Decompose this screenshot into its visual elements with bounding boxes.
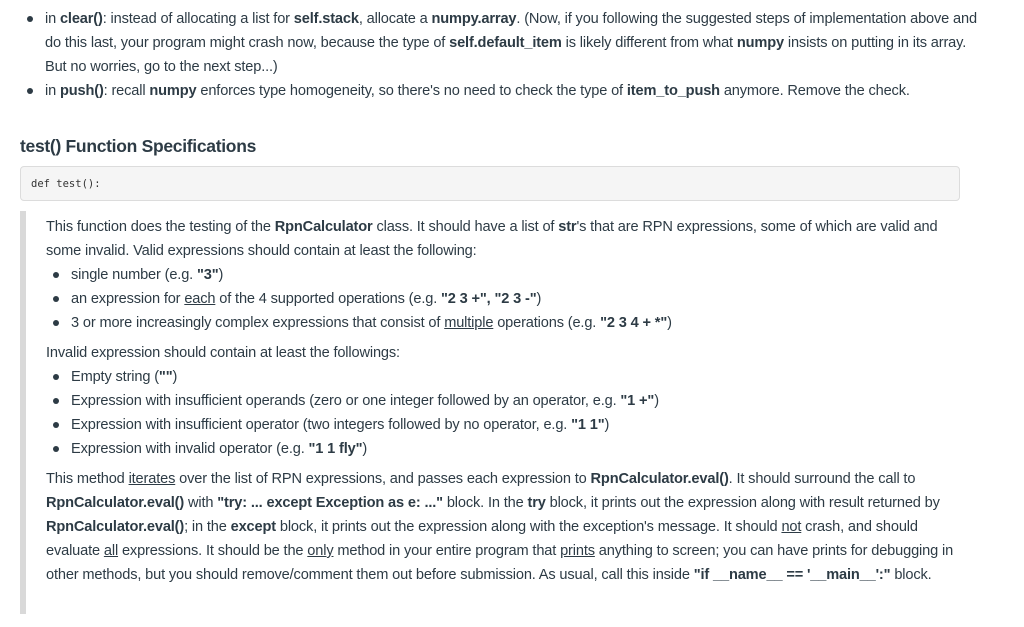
example: "1 1" — [571, 417, 605, 433]
text: Expression with insufficient operator (two integers followed by no operator, e.g. — [71, 417, 572, 433]
emphasis: all — [103, 543, 119, 559]
code-term: "try: ... except Exception as e: ..." — [217, 495, 443, 511]
text: class. It should have a list of — [372, 219, 559, 235]
text: ) — [362, 441, 368, 457]
text: ) — [654, 393, 659, 409]
list-item — [71, 287, 971, 311]
text: is likely different from what — [561, 35, 737, 51]
valid-expressions-list — [71, 263, 971, 335]
list-item — [71, 389, 971, 413]
example: "2 3 4 + *" — [600, 315, 668, 331]
text: expressions. It should be the — [118, 543, 308, 559]
code-term: self.stack — [293, 11, 359, 27]
text: anything to screen; you can have prints for debugging in other methods, but you should remove/comment them out before submission. As usual, call this inside — [46, 543, 954, 583]
intro-paragraph — [46, 215, 971, 263]
list-item — [71, 311, 971, 335]
text: crash, and should evaluate — [46, 519, 918, 559]
list-item — [45, 79, 985, 103]
code-term: push() — [59, 83, 104, 99]
text: Expression with invalid operator (e.g. — [71, 441, 309, 457]
text: : instead of allocating a list for — [102, 11, 294, 27]
text: in — [45, 11, 60, 27]
text: : recall — [103, 83, 150, 99]
text: insists on putting in its array. But no worries, go to the next step...) — [45, 35, 967, 75]
list-item — [71, 437, 971, 461]
list-item — [71, 365, 971, 389]
emphasis: each — [184, 291, 216, 307]
code-term: RpnCalculator.eval() — [46, 519, 185, 535]
example: "2 3 +", "2 3 -" — [441, 291, 537, 307]
code-term: str — [558, 219, 577, 235]
text: of the 4 supported operations (e.g. — [215, 291, 442, 307]
text: 3 or more increasingly complex expressions that consist of — [71, 315, 445, 331]
code-block: def test(): — [20, 166, 960, 201]
code-term: "if __name__ == '__main__':" — [693, 567, 891, 583]
code-term: numpy — [149, 83, 197, 99]
text: single number (e.g. — [71, 267, 197, 283]
text: anymore. Remove the check. — [719, 83, 910, 99]
text: ) — [218, 267, 224, 283]
code-term: except — [230, 519, 276, 535]
example: "3" — [196, 267, 219, 283]
code-term: self.default_item — [449, 35, 562, 51]
text: Expression with insufficient operands (zero or one integer followed by an operator, e.g. — [71, 393, 621, 409]
text: with — [184, 495, 218, 511]
text: operations (e.g. — [493, 315, 601, 331]
text: . It should surround the call to — [728, 471, 916, 487]
text: block, it prints out the expression along with result returned by — [545, 495, 940, 511]
list-item — [71, 263, 971, 287]
example: "1 1 fly" — [308, 441, 363, 457]
text: enforces type homogeneity, so there's no need to check the type of — [196, 83, 627, 99]
text: over the list of RPN expressions, and passes each expression to — [175, 471, 591, 487]
text: ) — [667, 315, 672, 331]
text: ) — [604, 417, 610, 433]
text: This method — [46, 471, 129, 487]
code-term: clear() — [59, 11, 103, 27]
emphasis: only — [307, 543, 334, 559]
text: in — [45, 83, 60, 99]
emphasis: multiple — [444, 315, 494, 331]
invalid-expressions-list — [71, 365, 971, 461]
emphasis: iterates — [128, 471, 176, 487]
text: block. — [890, 567, 932, 583]
text: ) — [536, 291, 542, 307]
text: 's that are RPN expressions, some of which are valid and some invalid. Valid expressions should contain at least the following: — [46, 219, 938, 259]
code-term: numpy — [736, 35, 784, 51]
text: This function does the testing of the — [46, 219, 275, 235]
code-term: RpnCalculator.eval() — [46, 495, 185, 511]
list-item — [45, 7, 985, 79]
example: "" — [158, 369, 173, 385]
emphasis: prints — [560, 543, 595, 559]
method-paragraph — [46, 467, 971, 587]
code-term: numpy.array — [431, 11, 517, 27]
text: block, it prints out the expression along with the exception's message. It should — [275, 519, 782, 535]
text: ; in the — [184, 519, 231, 535]
text: Empty string ( — [71, 369, 159, 385]
text: an expression for — [71, 291, 185, 307]
text: block. In the — [442, 495, 528, 511]
emphasis: not — [781, 519, 802, 535]
code-term: try — [527, 495, 546, 511]
text: . (Now, if you following the suggested steps of implementation above and do this last, your program might crash now, because the type of — [45, 11, 977, 51]
code-term: RpnCalculator — [274, 219, 373, 235]
code-term: item_to_push — [626, 83, 720, 99]
implementation-steps-list — [45, 7, 985, 103]
section-heading: test() Function Specifications — [20, 136, 257, 156]
specification-blockquote — [20, 211, 970, 614]
text: , allocate a — [358, 11, 432, 27]
invalid-intro: Invalid expression should contain at least the followings: — [46, 345, 400, 361]
code-term: RpnCalculator.eval() — [590, 471, 729, 487]
example: "1 +" — [620, 393, 655, 409]
list-item — [71, 413, 971, 437]
text: method in your entire program that — [333, 543, 561, 559]
text: ) — [172, 369, 178, 385]
